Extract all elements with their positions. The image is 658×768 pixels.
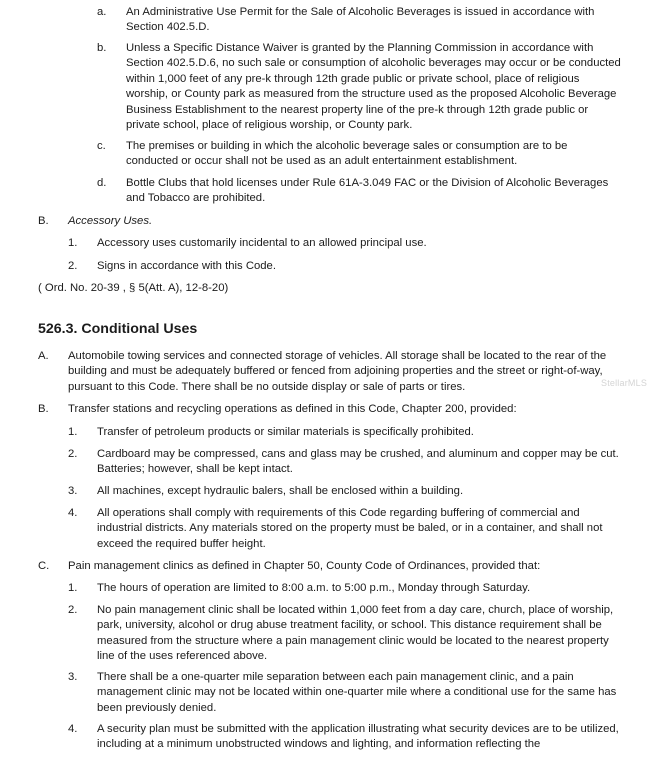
- list-item: [97, 139, 621, 170]
- item-text: Unless a Specific Distance Waiver is granted by the Planning Commission in accordance with Section 402.5.D.6, no such sale or consumption of alcoholic beverages may occur or be conducted within 1,000 feet of any pre-k through 12th grade public or private school, place of religious worship, or County park as measured from the structure used as the proposed Alcoholic Beverage Business Establishment to the nearest property line of the pre-k through 12th grade public or private school, place of religious worship, or County park.: [126, 42, 621, 132]
- item-text: Cardboard may be compressed, cans and glass may be crushed, and aluminum and copper may be cut. Batteries; however, shall be kept intact.: [97, 448, 619, 476]
- item-label: 1.: [68, 237, 78, 249]
- list-item: [68, 506, 621, 552]
- list-item: [68, 259, 621, 274]
- section-heading: 526.3. Conditional Uses: [38, 321, 198, 337]
- section-label: B.: [38, 215, 49, 227]
- section-label: B.: [38, 403, 49, 415]
- item-label: 2.: [68, 260, 78, 272]
- item-label: 2.: [68, 604, 78, 616]
- list-item: [68, 425, 621, 440]
- list-item: [97, 5, 621, 36]
- list-item: [68, 670, 621, 716]
- list-item: [97, 176, 621, 207]
- item-text: Bottle Clubs that hold licenses under Rule 61A-3.049 FAC or the Division of Alcoholic Beverages and Tobacco are prohibited.: [126, 177, 609, 205]
- list-item: [68, 484, 621, 499]
- item-text: No pain management clinic shall be located within 1,000 feet from a day care, church, place of worship, park, university, alcohol or drug abuse treatment facility, or school. This distance requirement shall be measured from the structure where a pain management clinic would be located to the nearest property line of the uses referenced above.: [97, 604, 614, 663]
- list-item: [68, 722, 621, 753]
- item-text: The hours of operation are limited to 8:00 a.m. to 5:00 p.m., Monday through Saturday.: [97, 582, 531, 594]
- item-text: Signs in accordance with this Code.: [97, 260, 276, 272]
- section-b: [38, 402, 621, 417]
- section-text: Transfer stations and recycling operations as defined in this Code, Chapter 200, provided:: [68, 403, 517, 415]
- section-text: Automobile towing services and connected storage of vehicles. All storage shall be located to the rear of the building and must be adequately buffered or fenced from adjoining properties and the street or right-of-way, pursuant to this Code. There shall be no outside display or sale of parts or tires.: [68, 350, 607, 393]
- item-label: 1.: [68, 582, 78, 594]
- section-label: A.: [38, 350, 49, 362]
- section-c: [38, 559, 621, 574]
- section-a: [38, 349, 621, 395]
- item-label: 3.: [68, 671, 78, 683]
- item-label: 4.: [68, 723, 78, 735]
- section-b-accessory-uses: [38, 214, 621, 229]
- item-text: All machines, except hydraulic balers, shall be enclosed within a building.: [97, 485, 464, 497]
- item-label: 1.: [68, 426, 78, 438]
- ordinance-history: ( Ord. No. 20-39 , § 5(Att. A), 12-8-20): [38, 282, 229, 294]
- section-text: Pain management clinics as defined in Chapter 50, County Code of Ordinances, provided that:: [68, 560, 541, 572]
- list-item: [68, 581, 621, 596]
- item-label: 4.: [68, 507, 78, 519]
- list-item: [68, 236, 621, 251]
- section-label: C.: [38, 560, 50, 572]
- list-item: [68, 447, 621, 478]
- item-text: All operations shall comply with requirements of this Code regarding buffering of commercial and industrial districts. Any materials stored on the property must be baled, or in a container, and shall not exceed the required buffer height.: [97, 507, 603, 550]
- section-title: Accessory Uses.: [68, 215, 153, 227]
- item-text: Accessory uses customarily incidental to an allowed principal use.: [97, 237, 427, 249]
- item-label: b.: [97, 42, 107, 54]
- item-label: 2.: [68, 448, 78, 460]
- item-text: An Administrative Use Permit for the Sale of Alcoholic Beverages is issued in accordance with Section 402.5.D.: [126, 6, 595, 34]
- watermark: StellarMLS: [601, 378, 648, 388]
- list-item: [68, 603, 621, 665]
- item-text: The premises or building in which the alcoholic beverage sales or consumption are to be conducted or occur shall not be used as an adult entertainment establishment.: [126, 140, 568, 168]
- item-label: d.: [97, 177, 107, 189]
- item-label: 3.: [68, 485, 78, 497]
- item-text: A security plan must be submitted with the application illustrating what security devices are to be utilized, including at a minimum unobstructed windows and lighting, and information reflecting the: [97, 723, 619, 751]
- item-label: a.: [97, 6, 107, 18]
- item-text: Transfer of petroleum products or similar materials is specifically prohibited.: [97, 426, 474, 438]
- list-item: [97, 41, 621, 133]
- item-label: c.: [97, 140, 106, 152]
- item-text: There shall be a one-quarter mile separation between each pain management clinic, and a pain management clinic may not be located within one-quarter mile where a conditional use for the same has been previously denied.: [97, 671, 617, 714]
